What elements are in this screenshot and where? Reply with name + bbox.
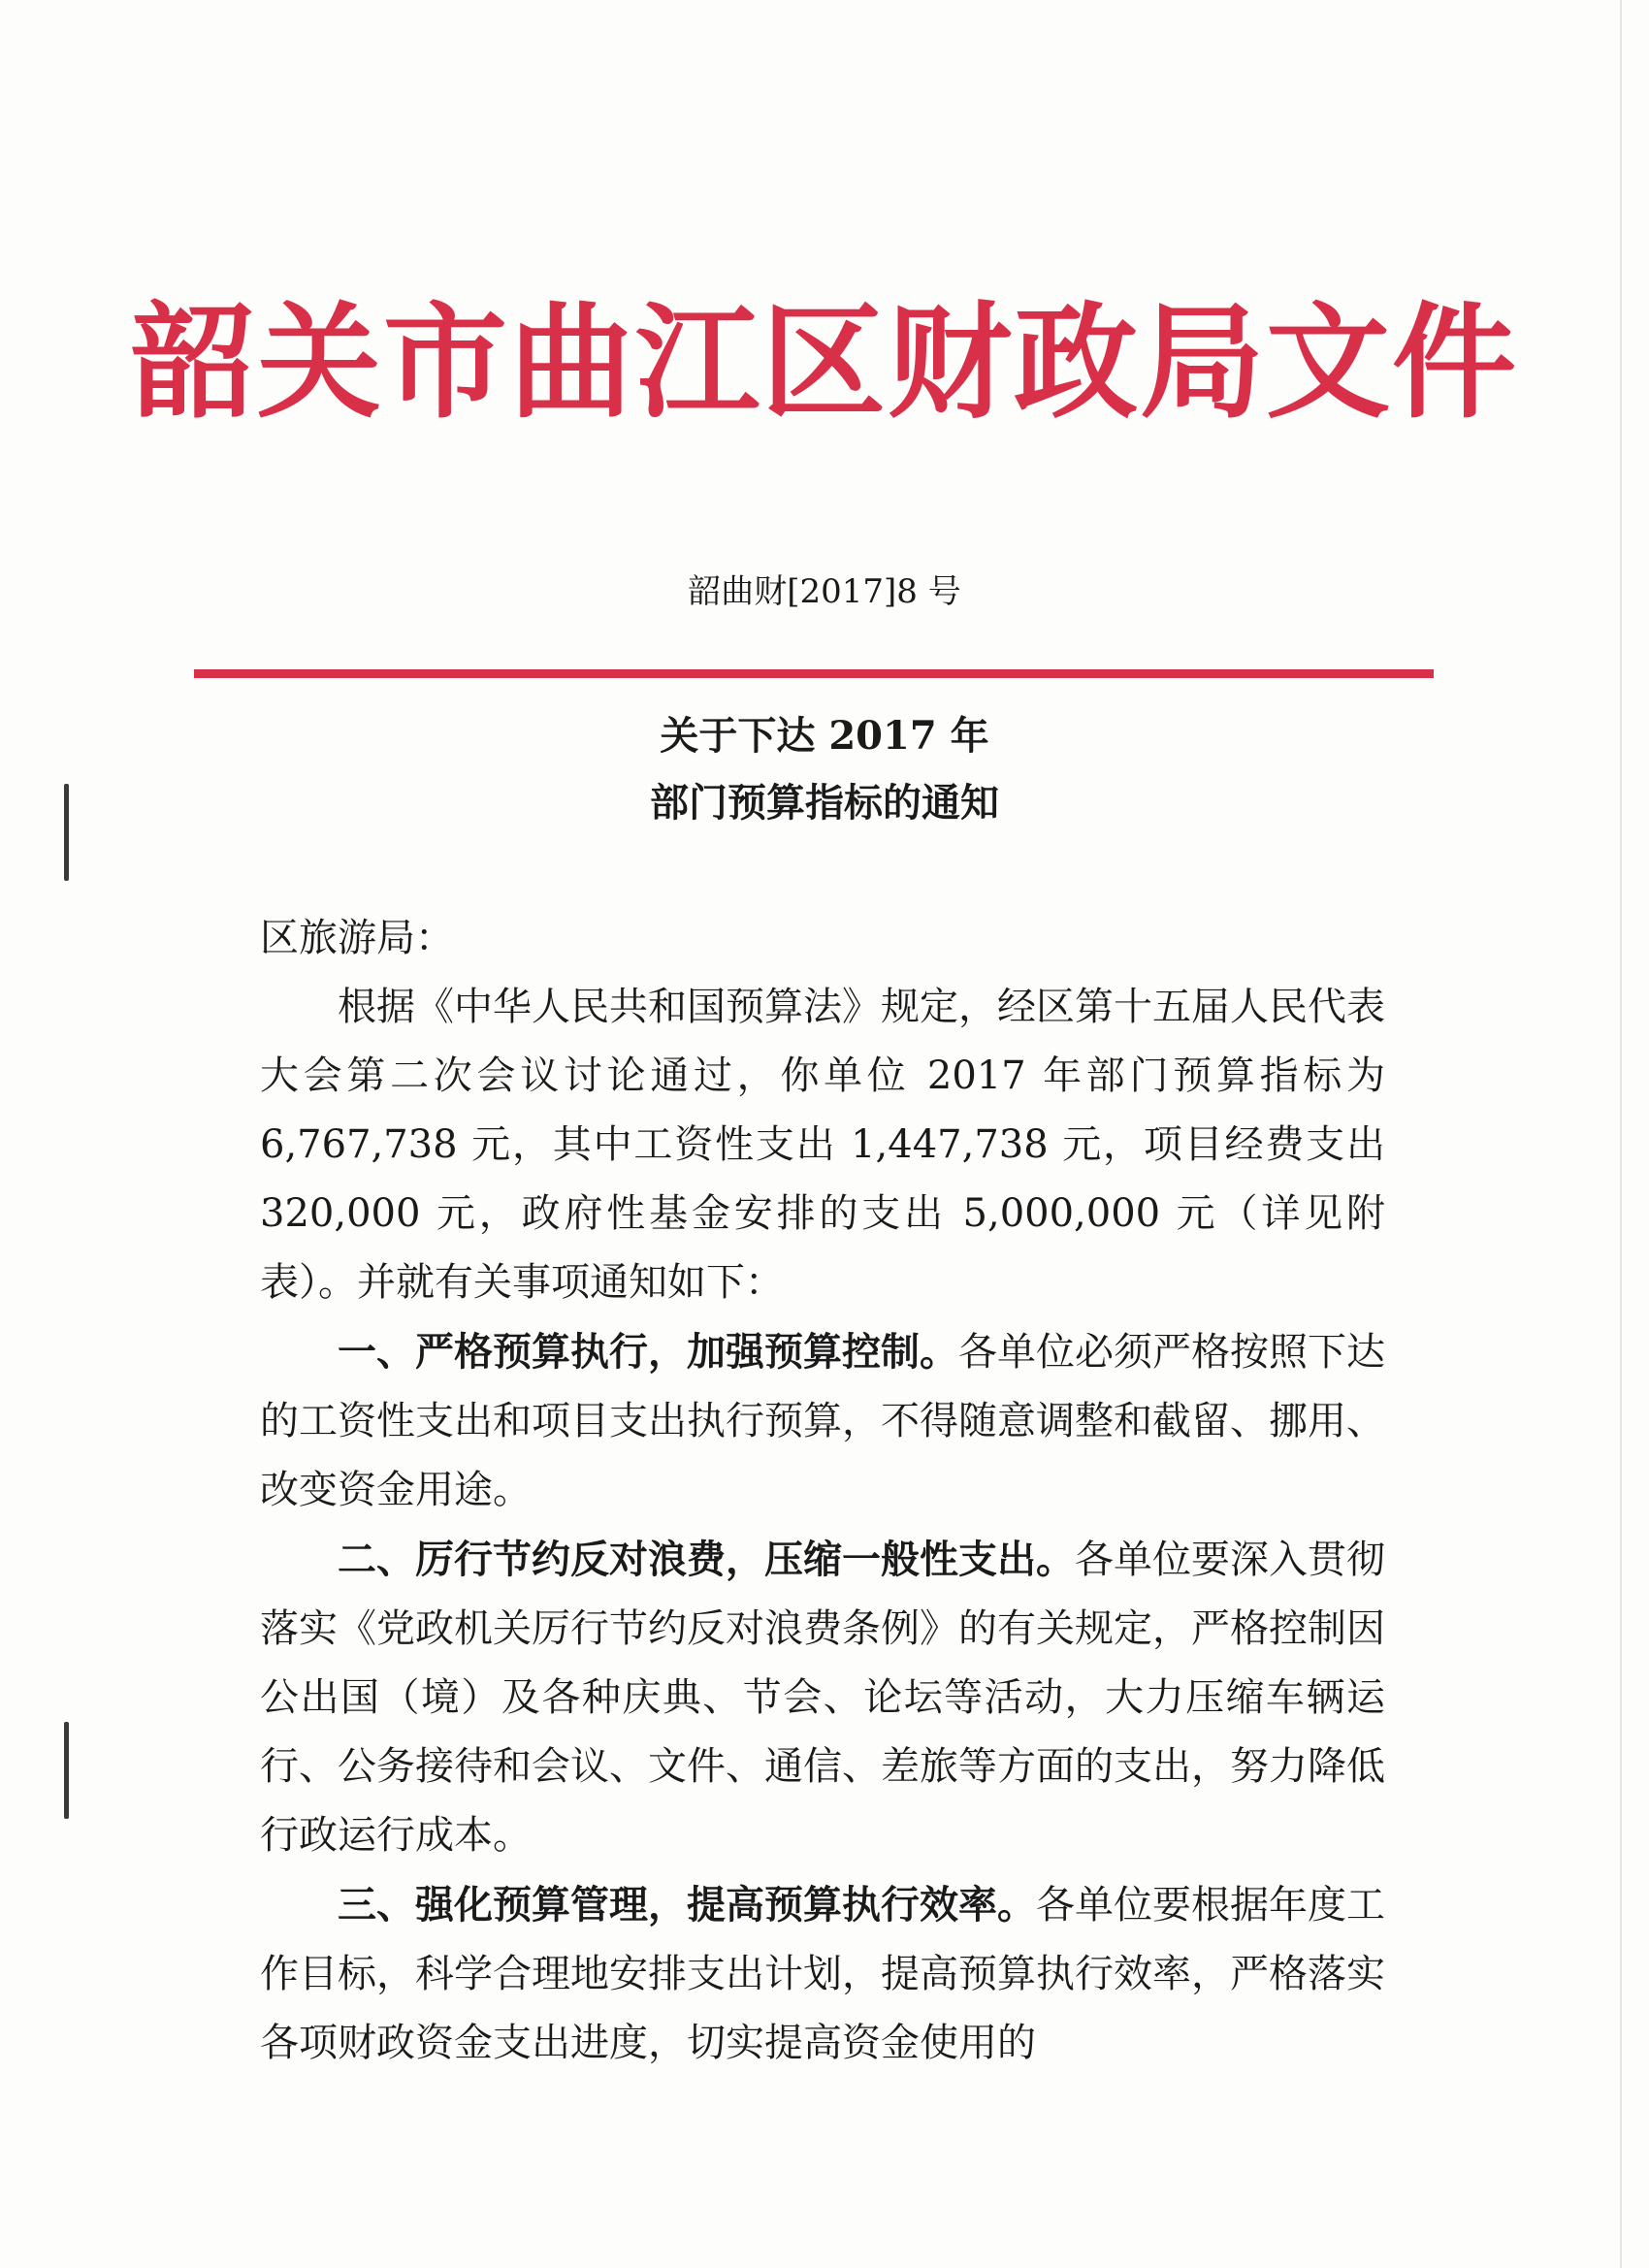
item-paragraph-2	[260, 1525, 1385, 1870]
item-text-2: 各单位要深入贯彻落实《党政机关厉行节约反对浪费条例》的有关规定，严格控制因公出国（境）及各种庆典、节会、论坛等活动，大力压缩车辆运行、公务接待和会议、文件、通信、差旅等方面的支出，努力降低行政运行成本。	[260, 1538, 1385, 1858]
item-text-3: 各单位要根据年度工作目标，科学合理地安排支出计划，提高预算执行效率，严格落实各项财政资金支出进度，切实提高资金使用的	[260, 1883, 1385, 2065]
item-text-1: 各单位必须严格按照下达的工资性支出和项目支出执行预算，不得随意调整和截留、挪用、改变资金用途。	[260, 1330, 1385, 1512]
document-number: 韶曲财[2017]8 号	[688, 572, 961, 611]
item-heading-1: 一、严格预算执行，加强预算控制。	[338, 1329, 958, 1375]
item-heading-3: 三、强化预算管理，提高预算执行效率。	[338, 1882, 1036, 1928]
item-paragraph-3	[260, 1870, 1385, 2078]
salutation: 区旅游局：	[260, 916, 454, 960]
header-divider	[194, 669, 1434, 678]
staple-mark-bottom	[64, 1722, 69, 1819]
notice-title-line-2: 部门预算指标的通知	[650, 780, 999, 826]
item-paragraph-1	[260, 1317, 1385, 1525]
issuer-header: 韶关市曲江区财政局文件	[130, 291, 1518, 436]
document-body	[260, 904, 1385, 2078]
item-heading-2: 二、厉行节约反对浪费，压缩一般性支出。	[338, 1537, 1075, 1582]
intro-paragraph: 根据《中华人民共和国预算法》规定，经区第十五届人民代表大会第二次会议讨论通过，你单位 2017 年部门预算指标为 6,767,738 元，其中工资性支出 1,447,738 元，项目经费支出 320,000 元，政府性基金安排的支出 5,000,000 元（详见附表）。并就有关事项通知如下：	[260, 985, 1385, 1305]
notice-title-line-1: 关于下达 2017 年	[660, 713, 989, 759]
